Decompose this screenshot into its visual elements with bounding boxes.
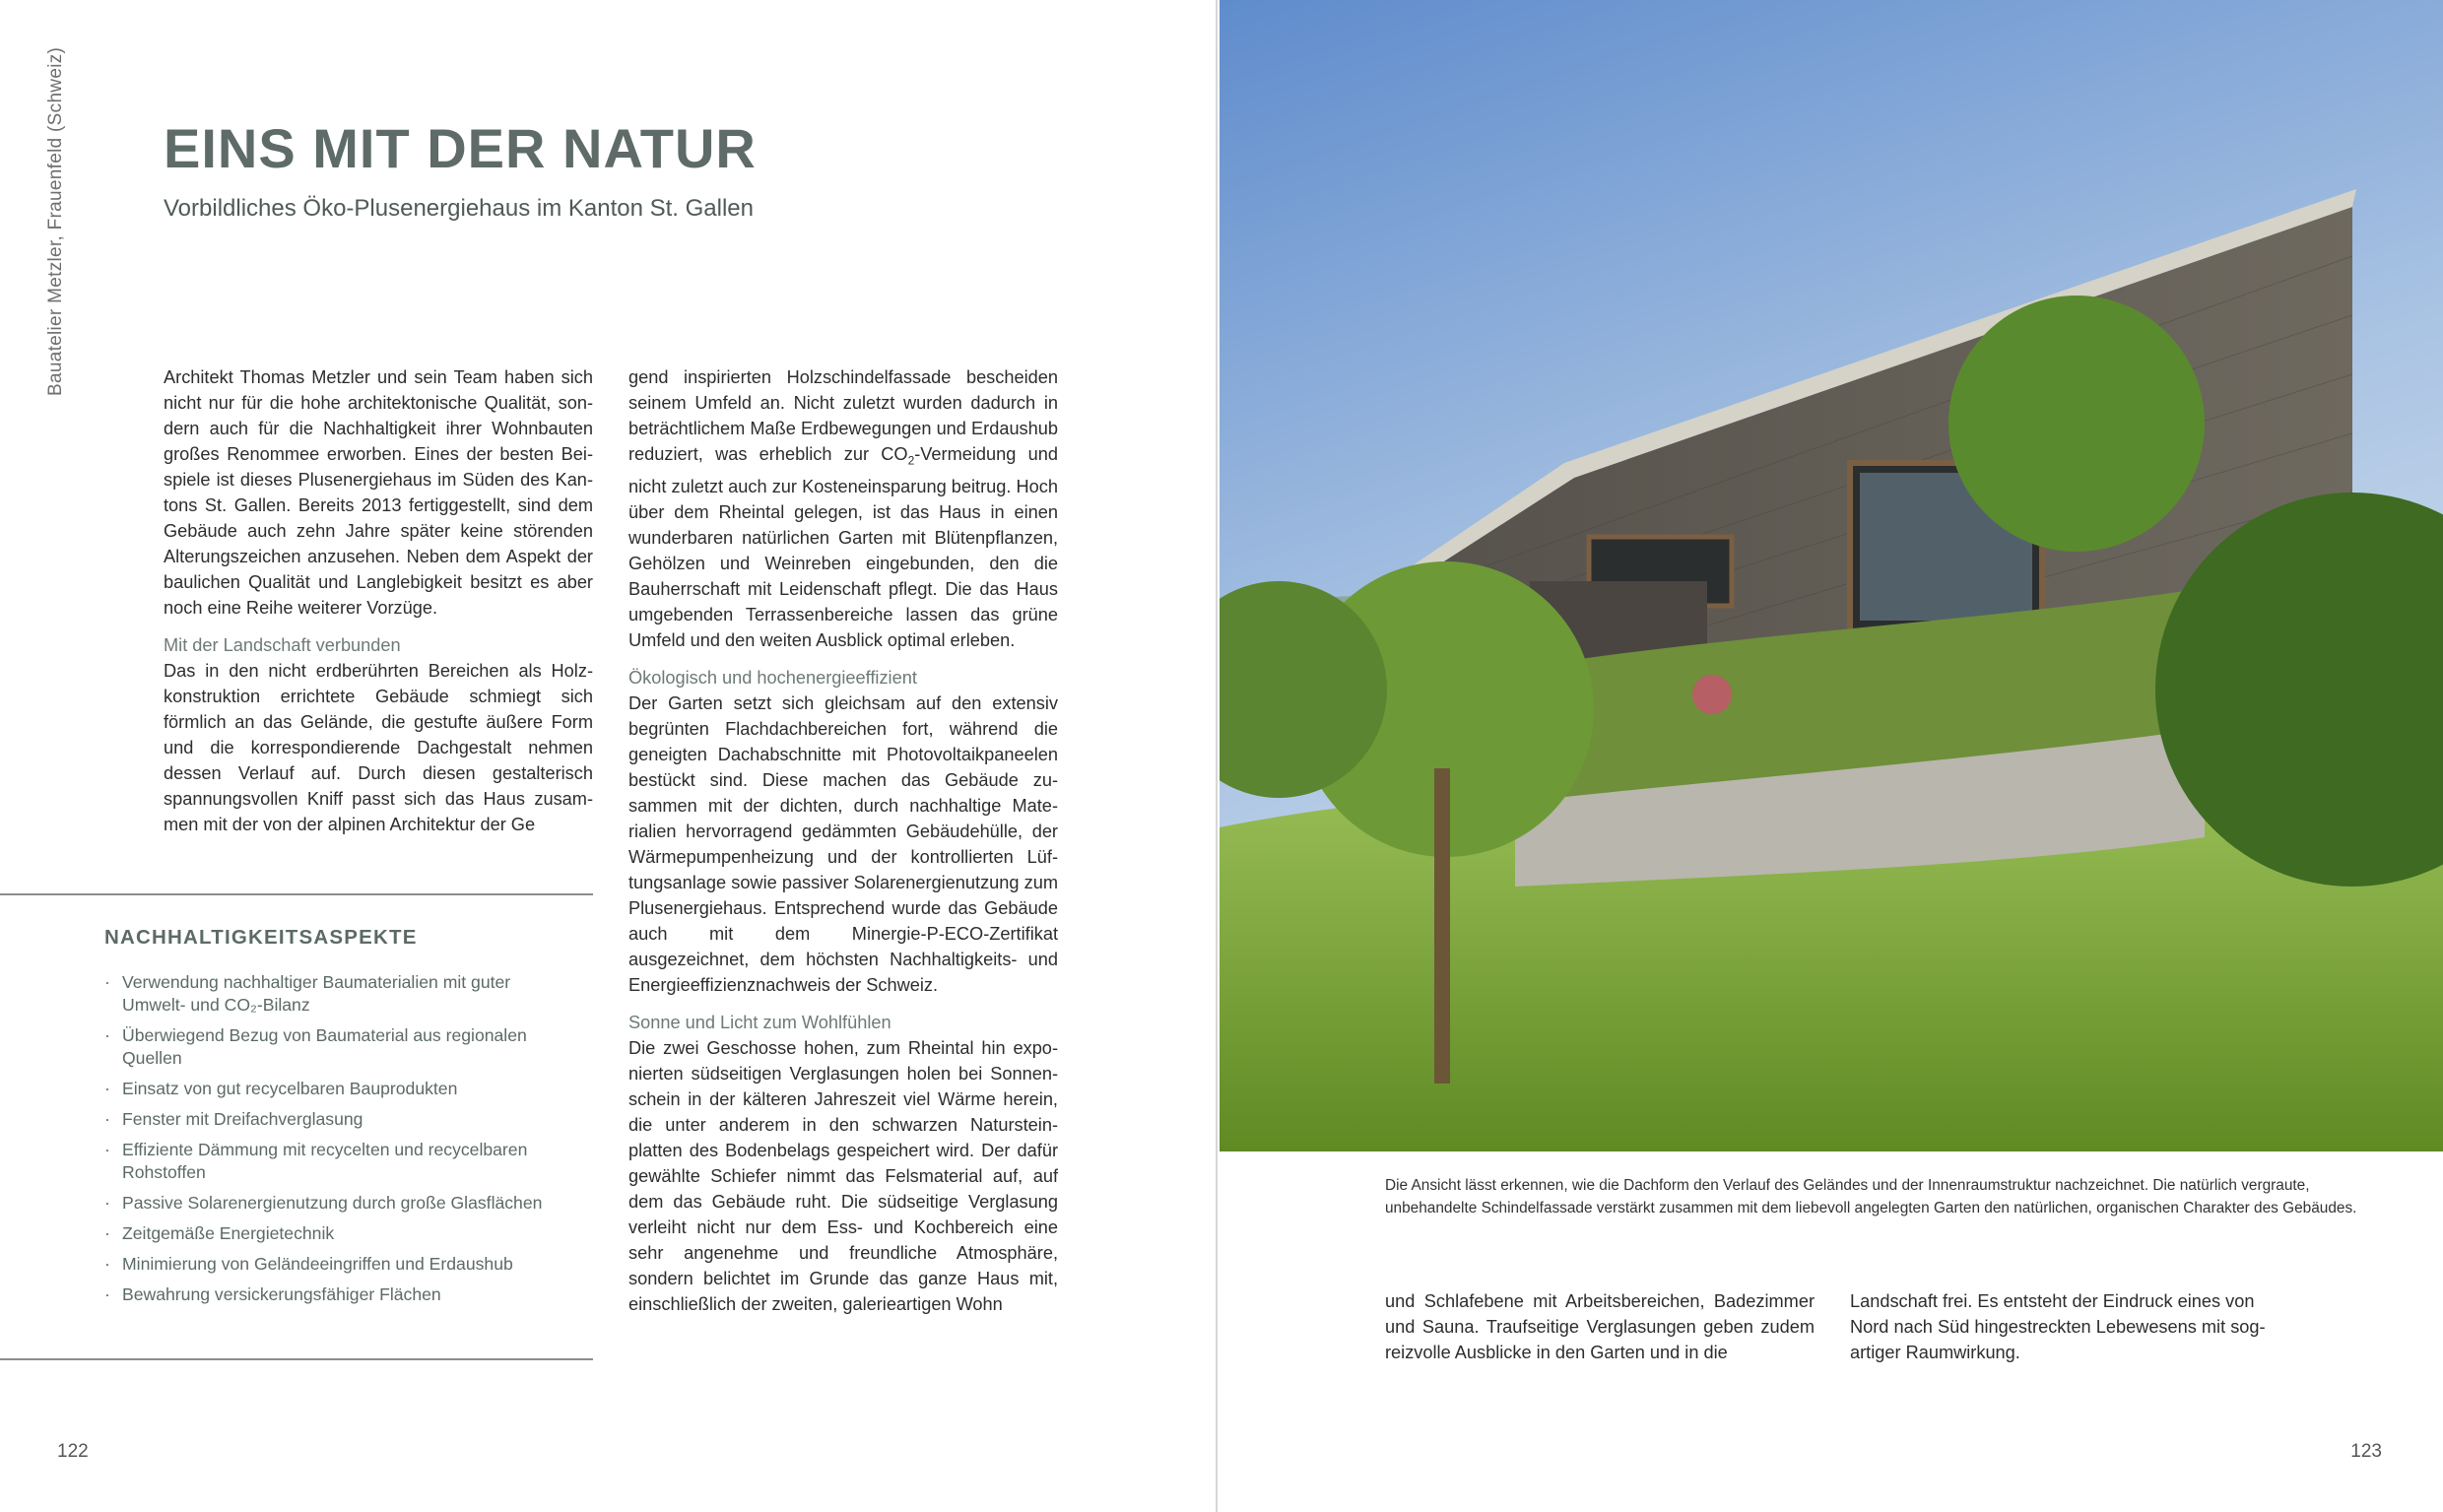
sustainability-item xyxy=(104,1139,577,1184)
text-column-3: und Schlafebene mit Arbeitsbereichen, Badezimmer und Sauna. Traufseitige Verglasungen geben zudem reizvolle Ausblicke in den Garten und in die xyxy=(1385,1291,1815,1362)
subheading-landscape: Mit der Landschaft verbunden xyxy=(164,635,401,655)
sustainability-item xyxy=(104,1078,577,1100)
sustainability-item xyxy=(104,1222,577,1245)
text-column-4: Landschaft frei. Es entsteht der Eindruck eines von Nord nach Süd hingestreckten Lebewesens mit sogartiger Raumwirkung. xyxy=(1850,1291,2266,1362)
co2-text-a: gend inspirierten Holzschindelfassade bescheiden seinem Umfeld an. Nicht zuletzt wurden dadurch in beträchtlichem Maße Erdbewegungen und Erdaushub reduziert, was erheblich zur CO xyxy=(628,367,1058,464)
sustainability-item-text: Bewahrung versickerungsfähiger Flächen xyxy=(122,1284,441,1304)
sustainability-item-text: Fenster mit Dreifachverglasung xyxy=(122,1109,363,1129)
page-number-right: 123 xyxy=(2350,1441,2382,1462)
intro-paragraph: Architekt Thomas Metzler und sein Team haben sich nicht nur für die hohe architektonische Qualität, sondern auch für die Nachhaltigkeit ihrer Wohnbauten großes Renommee erworben. Eines der besten Beispiele ist dieses Plusenergiehaus im Süden des Kantons St. Gallen. Bereits 2013 fertiggestellt, sind dem Gebäude auch zehn Jahre später keine störenden Alterungszeichen anzusehen. Neben dem Aspekt der baulichen Qualität und Langlebigkeit besitzt es aber noch eine Reihe weiterer Vorzüge. xyxy=(164,367,593,618)
sunlight-paragraph: Die zwei Geschosse hohen, zum Rheintal hin exponierten südseitigen Verglasungen holen bei Sonnenschein in der kälteren Jahreszeit viel Wärme herein, die unter anderem in den schwarzen Natursteinplatten des Bodenbelags gespeichert wird. Der dafür gewählte Schiefer nimmt das Felsmaterial auf, auf dem das Gebäude ruht. Die südseitige Verglasung verleiht nicht nur dem Ess- und Kochbereich eine sehr angenehme und freundliche Atmosphäre, sondern belichtet im Grunde das ganze Haus mit, einschließlich der zweiten, galerieartigen Wohn xyxy=(628,1037,1058,1314)
sustainability-item-text: Effiziente Dämmung mit recycelten und recycelbaren Rohstoffen xyxy=(122,1140,528,1182)
continued-paragraph xyxy=(628,364,1058,653)
co2-text-b: -Vermeidung und nicht zuletzt auch zur Kosteneinsparung beitrug. Hoch über dem Rheintal gelegen, ist das Haus in einen wunderbaren natürlichen Garten mit Blütenpflanzen, Gehölzen und Weinreben eingebunden, den die Bauherrschaft mit Leidenschaft pflegt. Die das Haus umgebenden Terrassenbereiche lassen das grüne Umfeld und den weiten Ausblick optimal erleben. xyxy=(628,444,1058,650)
sustainability-item-text: Zeitgemäße Energietechnik xyxy=(122,1223,335,1243)
side-caption: Bauatelier Metzler, Frauenfeld (Schweiz) xyxy=(45,46,66,396)
sidebar-title: NACHHALTIGKEITSASPEKTE xyxy=(104,926,418,949)
bullet-icon: · xyxy=(104,1025,110,1045)
sustainability-item-text: Verwendung nachhaltiger Baumaterialien mit guter Umwelt- und CO₂-Bilanz xyxy=(122,972,511,1015)
sustainability-item-text: Passive Solarenergienutzung durch große Glasflächen xyxy=(122,1193,543,1213)
sustainability-item xyxy=(104,1024,577,1070)
subheading-sunlight: Sonne und Licht zum Wohlfühlen xyxy=(628,1012,891,1032)
page-title: EINS MIT DER NATUR xyxy=(164,117,757,179)
flowers xyxy=(1692,675,1732,714)
bullet-icon: · xyxy=(104,972,110,992)
bullet-icon: · xyxy=(104,1223,110,1243)
bullet-icon: · xyxy=(104,1079,110,1098)
sustainability-item-text: Minimierung von Geländeeingriffen und Erdaushub xyxy=(122,1254,513,1274)
house-photo xyxy=(1220,0,2443,1151)
ecological-paragraph: Der Garten setzt sich gleichsam auf den extensiv begrünten Flachdachbereichen fort, während die geneigten Dachabschnitte mit Photovoltaikpaneelen bestückt sind. Diese machen das Gebäude zusammen mit der dichten, durch nachhaltige Materialien hervorragend gedämmten Gebäudehülle, der Wärmepumpenheizung und der kontrollierten Lüftungsanlage sowie passiver Solarenergienutzung zum Plusenergiehaus. Entsprechend wurde das Gebäude auch mit dem Minergie-P-ECO-Zertifikat ausgezeichnet, dem höchsten Nachhaltigkeits- und Energieeffizienznachweis der Schweiz. xyxy=(628,692,1058,995)
text-column-2 xyxy=(628,364,1058,1317)
sustainability-item xyxy=(104,1283,577,1306)
tree-trunk xyxy=(1434,768,1450,1084)
sustainability-item-text: Einsatz von gut recycelbaren Bauprodukten xyxy=(122,1079,458,1098)
sustainability-item xyxy=(104,1108,577,1131)
co2-subscript: 2 xyxy=(907,453,915,468)
photo-caption: Die Ansicht lässt erkennen, wie die Dachform den Verlauf des Geländes und der Innenraumstruktur nachzeichnet. Die natürlich vergraute, unbehandelte Schindelfassade verstärkt zusammen mit dem liebevoll angelegten Garten den natürlichen, organischen Charakter des Gebäudes. xyxy=(1385,1177,2357,1216)
page-subtitle: Vorbildliches Öko-Plusenergiehaus im Kanton St. Gallen xyxy=(164,195,754,222)
sustainability-item-text: Überwiegend Bezug von Baumaterial aus regionalen Quellen xyxy=(122,1025,527,1068)
sustainability-list xyxy=(104,971,577,1314)
left-page xyxy=(0,0,1218,1512)
tree-right xyxy=(1948,296,2205,552)
sustainability-item xyxy=(104,1192,577,1215)
text-column-1 xyxy=(164,364,593,837)
right-page xyxy=(1220,0,2443,1512)
page-number-left: 122 xyxy=(57,1441,89,1462)
sustainability-item xyxy=(104,1253,577,1276)
bullet-icon: · xyxy=(104,1254,110,1274)
bullet-icon: · xyxy=(104,1140,110,1159)
sidebar-top-rule xyxy=(0,893,593,895)
bullet-icon: · xyxy=(104,1109,110,1129)
subheading-ecological: Ökologisch und hochenergieeffizient xyxy=(628,667,917,688)
sidebar-bottom-rule xyxy=(0,1358,593,1360)
landscape-paragraph: Das in den nicht erdberührten Bereichen als Holzkonstruktion errichtete Gebäude schmiegt sich förmlich an das Gelände, die gestufte äußere Form und die korrespondierende Dachgestalt nehmen dessen Verlauf auf. Durch diesen gestalterisch spannungsvollen Kniff passt sich das Haus zusammen mit der von der alpinen Architektur der Ge xyxy=(164,661,593,834)
bullet-icon: · xyxy=(104,1284,110,1304)
sustainability-item xyxy=(104,971,577,1017)
bullet-icon: · xyxy=(104,1193,110,1213)
